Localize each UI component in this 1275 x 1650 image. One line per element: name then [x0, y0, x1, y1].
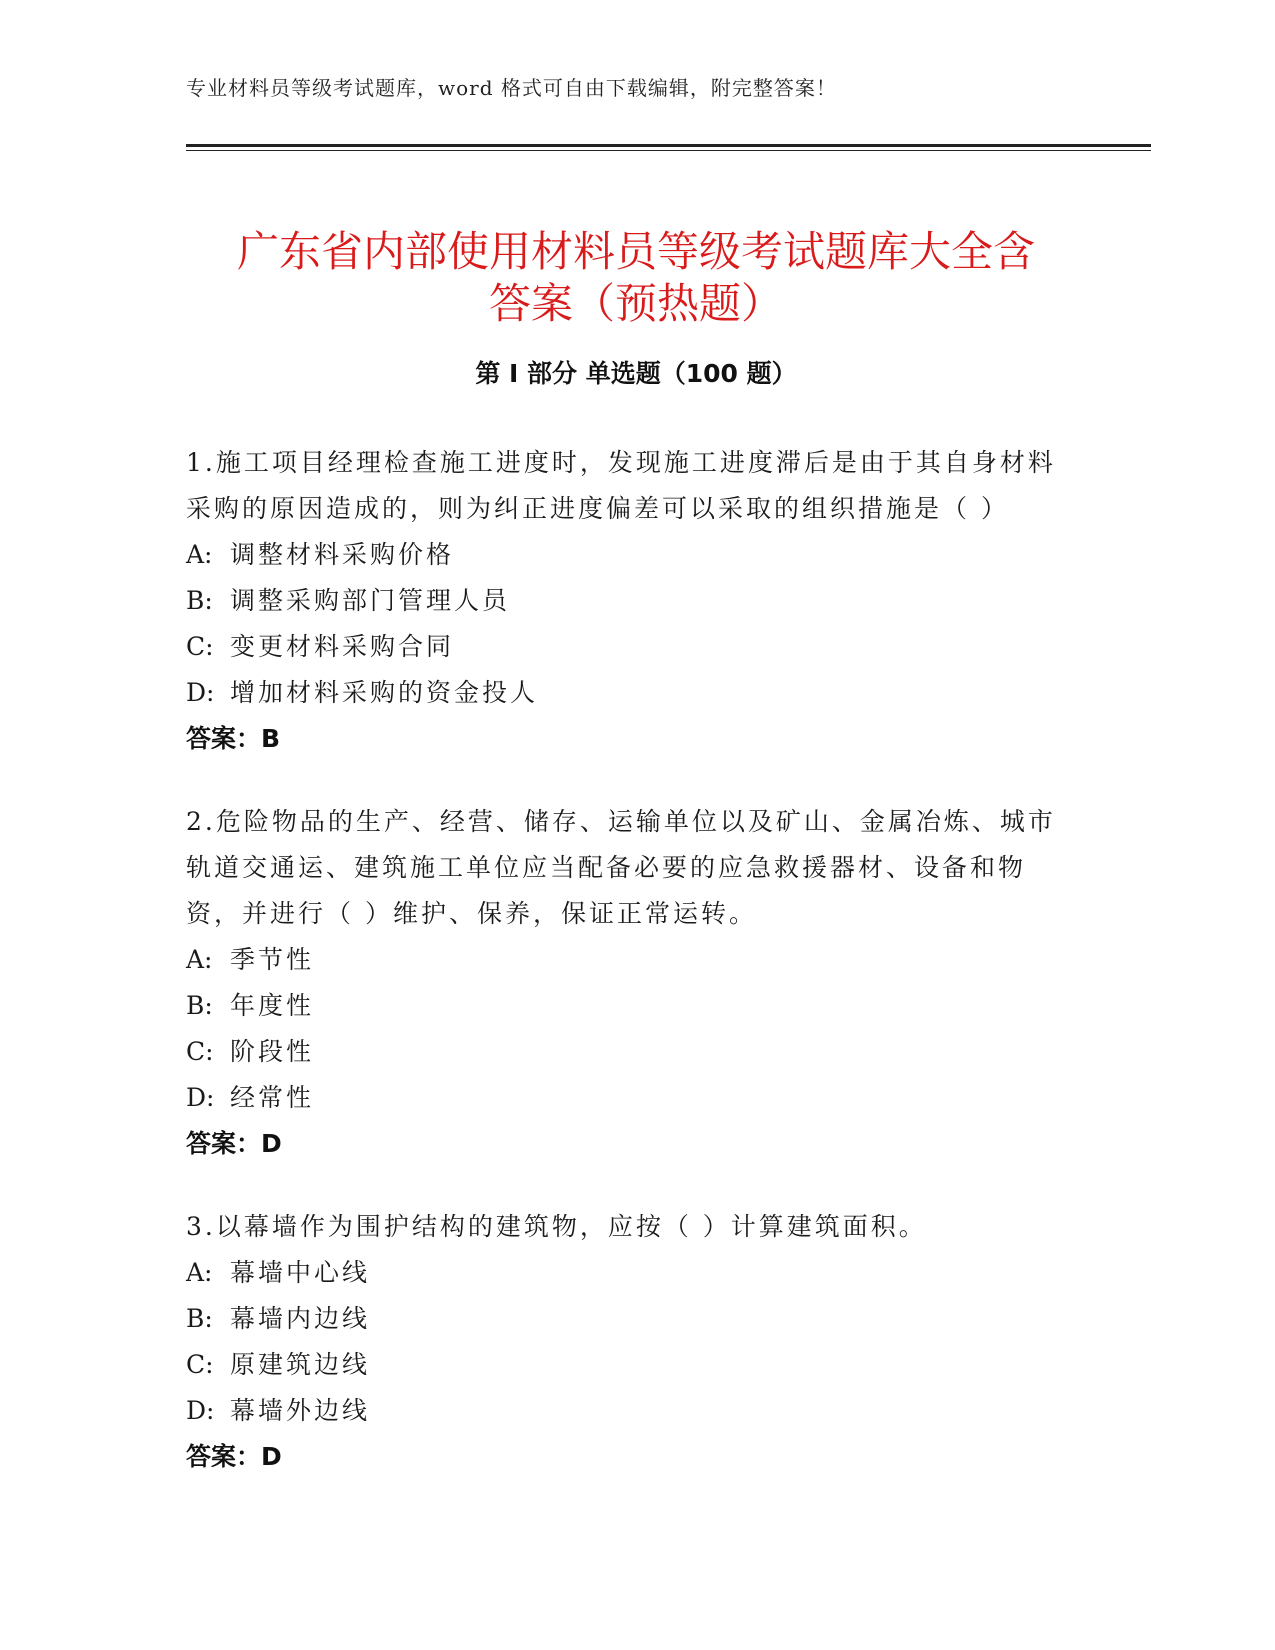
- option-a: [186, 1250, 1066, 1296]
- document-title-line-2: 答案（预热题）: [488, 279, 783, 329]
- option-list: [186, 532, 1066, 716]
- answer-label: 答案：: [186, 1442, 262, 1471]
- option-text: 调整采购部门管理人员: [230, 586, 511, 615]
- option-text: 原建筑边线: [230, 1350, 371, 1379]
- question-1: [186, 440, 1066, 762]
- option-letter: C:: [186, 1037, 214, 1066]
- question-2: [186, 799, 1066, 1167]
- option-text: 阶段性: [230, 1037, 315, 1066]
- header-divider-thin: [186, 150, 1151, 151]
- option-text: 季节性: [230, 945, 315, 974]
- document-title: [186, 226, 1086, 330]
- answer-value: B: [261, 724, 281, 753]
- option-a: [186, 937, 1066, 983]
- option-letter: A:: [186, 1258, 213, 1287]
- option-d: [186, 1075, 1066, 1121]
- option-text: 变更材料采购合同: [230, 632, 455, 661]
- option-c: [186, 1029, 1066, 1075]
- option-list: [186, 1250, 1066, 1434]
- option-letter: A:: [186, 540, 213, 569]
- question-text: 3.以幕墙作为围护结构的建筑物，应按（ ）计算建筑面积。: [186, 1212, 927, 1241]
- option-text: 年度性: [230, 991, 315, 1020]
- document-title-line-1: 广东省内部使用材料员等级考试题库大全含: [236, 227, 1035, 277]
- option-c: [186, 1342, 1066, 1388]
- question-list: [186, 440, 1066, 1517]
- option-b: [186, 578, 1066, 624]
- option-b: [186, 1296, 1066, 1342]
- header-divider: [186, 144, 1151, 147]
- question-3: [186, 1204, 1066, 1480]
- question-text: 2.危险物品的生产、经营、储存、运输单位以及矿山、金属冶炼、城市轨道交通运、建筑施工单位应当配备必要的应急救援器材、设备和物资，并进行（ ）维护、保养，保证正常运转。: [186, 807, 1056, 928]
- option-letter: C:: [186, 632, 214, 661]
- answer-label: 答案：: [186, 724, 262, 753]
- option-a: [186, 532, 1066, 578]
- option-letter: C:: [186, 1350, 214, 1379]
- option-text: 幕墙内边线: [230, 1304, 371, 1333]
- option-text: 幕墙外边线: [230, 1396, 371, 1425]
- option-letter: A:: [186, 945, 213, 974]
- answer-line: [186, 1121, 1066, 1167]
- option-b: [186, 983, 1066, 1029]
- answer-line: [186, 716, 1066, 762]
- option-text: 幕墙中心线: [230, 1258, 371, 1287]
- option-text: 调整材料采购价格: [230, 540, 455, 569]
- option-d: [186, 1388, 1066, 1434]
- answer-value: D: [261, 1442, 282, 1471]
- option-letter: D:: [186, 678, 215, 707]
- option-letter: D:: [186, 1396, 215, 1425]
- option-text: 经常性: [230, 1083, 315, 1112]
- option-letter: B:: [186, 1304, 213, 1333]
- option-list: [186, 937, 1066, 1121]
- option-letter: B:: [186, 586, 213, 615]
- option-letter: B:: [186, 991, 213, 1020]
- option-letter: D:: [186, 1083, 215, 1112]
- question-text: 1.施工项目经理检查施工进度时，发现施工进度滞后是由于其自身材料采购的原因造成的，则为纠正进度偏差可以采取的组织措施是（ ）: [186, 448, 1056, 523]
- header-note: 专业材料员等级考试题库，word 格式可自由下载编辑，附完整答案！: [186, 76, 837, 100]
- option-c: [186, 624, 1066, 670]
- option-text: 增加材料采购的资金投人: [230, 678, 539, 707]
- answer-value: D: [261, 1129, 282, 1158]
- option-d: [186, 670, 1066, 716]
- answer-line: [186, 1434, 1066, 1480]
- answer-label: 答案：: [186, 1129, 262, 1158]
- section-title: 第 I 部分 单选题（100 题）: [475, 359, 797, 388]
